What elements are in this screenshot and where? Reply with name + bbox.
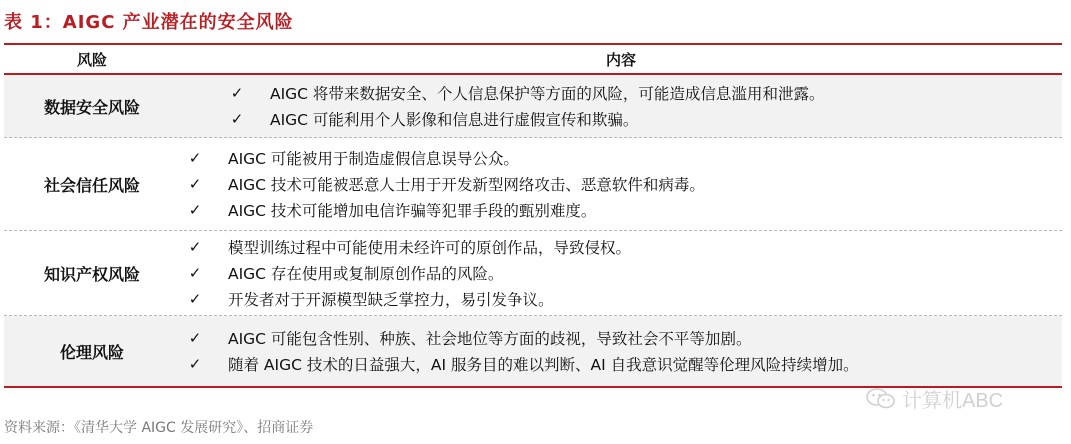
item-text: AIGC 技术可能被恶意人士用于开发新型网络攻击、恶意软件和病毒。 — [228, 176, 705, 194]
wechat-icon — [866, 387, 896, 411]
source-note: 资料来源：《清华大学 AIGC 发展研究》、招商证券 — [4, 420, 314, 436]
list-item — [228, 106, 1062, 132]
item-text: 随着 AIGC 技术的日益强大，AI 服务目的难以判断、AI 自我意识觉醒等伦理风险持续增加。 — [228, 356, 859, 374]
header-content: 内容 — [605, 50, 636, 69]
table-header — [4, 45, 1062, 73]
check-icon: ✓ — [188, 238, 202, 256]
list-item — [186, 234, 1062, 260]
item-text: AIGC 存在使用或复制原创作品的风险。 — [228, 265, 504, 283]
risk-content — [180, 325, 1062, 377]
list-item — [186, 171, 1062, 197]
check-icon: ✓ — [188, 175, 202, 193]
risk-table — [4, 43, 1062, 388]
list-item — [186, 351, 1062, 377]
check-icon: ✓ — [188, 264, 202, 282]
check-icon: ✓ — [230, 110, 244, 128]
item-text: AIGC 将带来数据安全、个人信息保护等方面的风险，可能造成信息滥用和泄露。 — [270, 85, 825, 103]
risk-name: 知识产权风险 — [43, 264, 140, 284]
table-row — [4, 316, 1062, 386]
item-text: 开发者对于开源模型缺乏掌控力，易引发争议。 — [228, 291, 554, 309]
risk-content — [180, 80, 1062, 132]
check-icon: ✓ — [188, 149, 202, 167]
check-icon: ✓ — [188, 355, 202, 373]
list-item — [228, 80, 1062, 106]
header-risk: 风险 — [76, 50, 107, 69]
list-item — [186, 325, 1062, 351]
check-icon: ✓ — [188, 329, 202, 347]
watermark-text: 计算机ABC — [902, 390, 1004, 412]
item-text: AIGC 可能利用个人影像和信息进行虚假宣传和欺骗。 — [270, 111, 639, 129]
risk-content — [180, 145, 1062, 223]
table-row — [4, 75, 1062, 138]
list-item — [186, 197, 1062, 223]
check-icon: ✓ — [188, 201, 202, 219]
check-icon: ✓ — [188, 290, 202, 308]
check-icon: ✓ — [230, 84, 244, 102]
risk-name: 数据安全风险 — [43, 97, 140, 117]
item-text: AIGC 可能被用于制造虚假信息误导公众。 — [228, 150, 519, 168]
list-item — [186, 260, 1062, 286]
risk-name: 社会信任风险 — [43, 175, 140, 195]
list-item — [186, 286, 1062, 312]
risk-name: 伦理风险 — [59, 342, 124, 362]
table-row — [4, 231, 1062, 316]
item-text: AIGC 技术可能增加电信诈骗等犯罪手段的甄别难度。 — [228, 202, 597, 220]
table-row — [4, 138, 1062, 231]
list-item — [186, 145, 1062, 171]
item-text: 模型训练过程中可能使用未经许可的原创作品，导致侵权。 — [228, 239, 632, 257]
item-text: AIGC 可能包含性别、种族、社会地位等方面的歧视，导致社会不平等加剧。 — [228, 330, 752, 348]
risk-content — [180, 234, 1062, 312]
table-title: 表 1：AIGC 产业潜在的安全风险 — [4, 12, 294, 33]
watermark — [866, 384, 1003, 413]
